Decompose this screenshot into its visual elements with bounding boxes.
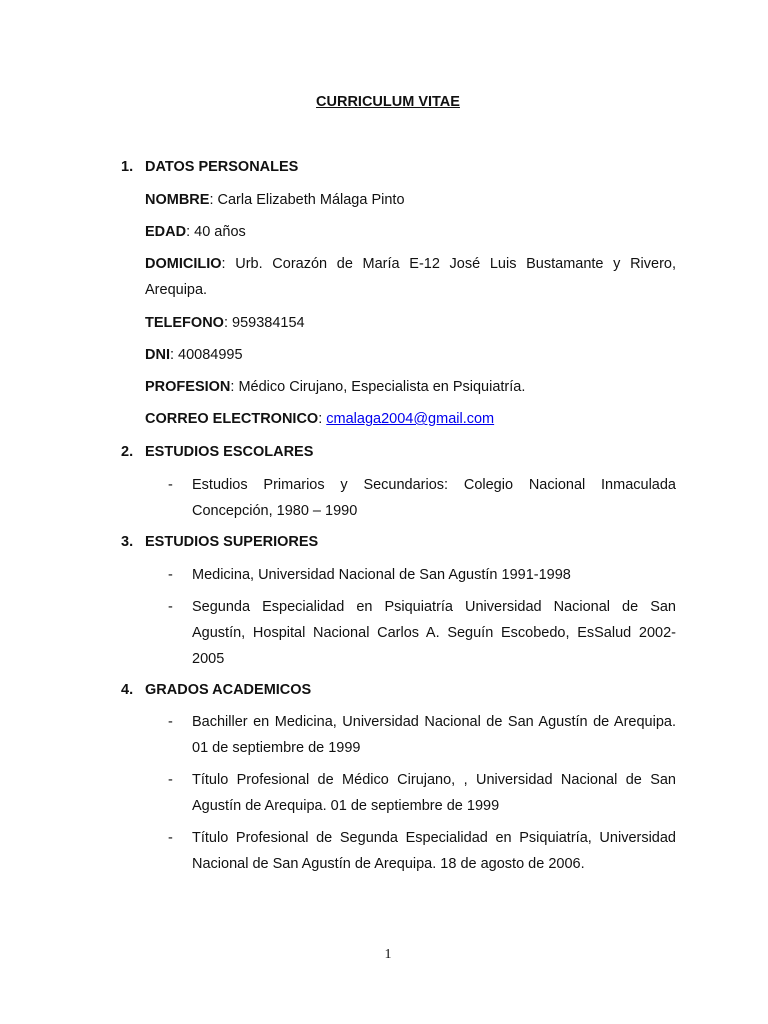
section-title: ESTUDIOS ESCOLARES	[145, 444, 314, 460]
list-item	[168, 767, 676, 819]
field-separator: :	[318, 411, 327, 427]
bullet-dash: -	[168, 477, 173, 493]
field-separator: :	[169, 347, 175, 363]
list-item-text: Estudios Primarios y Secundarios: Colegio Nacional Inmaculada Concepción, 1980 – 1990	[192, 477, 676, 519]
field-value: Carla Elizabeth Málaga Pinto	[213, 192, 405, 208]
section-heading-datos-personales	[121, 159, 298, 175]
section-title: GRADOS ACADEMICOS	[145, 682, 312, 698]
field-value: Urb. Corazón de María E-12 José Luis Bustamante y Rivero, Arequipa.	[145, 256, 676, 298]
bullet-dash: -	[168, 599, 173, 615]
section-title: ESTUDIOS SUPERIORES	[145, 534, 319, 550]
list-item-text: Título Profesional de Segunda Especialidad en Psiquiatría, Universidad Nacional de San Agustín de Arequipa. 18 de agosto de 2006.	[192, 830, 676, 872]
list-item-text: Segunda Especialidad en Psiquiatría Universidad Nacional de San Agustín, Hospital Nacional Carlos A. Seguín Escobedo, EsSalud 2002-2005	[192, 599, 676, 667]
email-link[interactable]: cmalaga2004@gmail.com	[326, 411, 495, 427]
field-separator: :	[209, 192, 214, 208]
section-heading-estudios-superiores	[121, 534, 318, 550]
field-separator: :	[186, 224, 191, 240]
field-label: EDAD	[145, 224, 187, 240]
bullet-dash: -	[168, 830, 173, 846]
bullet-dash: -	[168, 714, 173, 730]
field-value: 959384154	[227, 315, 305, 331]
list-item	[168, 825, 676, 877]
list-item	[168, 472, 676, 524]
field-value: 40084995	[174, 347, 243, 363]
field-label: DNI	[145, 347, 170, 363]
field-label: NOMBRE	[145, 192, 210, 208]
field-separator: :	[221, 256, 226, 272]
field-value: 40 años	[190, 224, 246, 240]
field-separator: :	[223, 315, 228, 331]
field-label: CORREO ELECTRONICO	[145, 411, 319, 427]
page-number: 1	[384, 947, 392, 962]
field-nombre	[145, 187, 676, 213]
document-title: CURRICULUM VITAE	[316, 94, 460, 110]
list-item-text: Bachiller en Medicina, Universidad Nacional de San Agustín de Arequipa. 01 de septiembre de 1999	[192, 714, 676, 756]
field-label: DOMICILIO	[145, 256, 222, 272]
field-value: Médico Cirujano, Especialista en Psiquiatría.	[234, 379, 526, 395]
field-dni	[145, 342, 676, 368]
section-heading-grados-academicos	[121, 682, 311, 698]
list-item	[168, 594, 676, 672]
list-item	[168, 562, 676, 588]
section-number: 4.	[121, 682, 134, 698]
section-number: 1.	[121, 159, 134, 175]
list-item-text: Medicina, Universidad Nacional de San Agustín 1991-1998	[192, 567, 571, 583]
field-label: PROFESION	[145, 379, 231, 395]
section-heading-estudios-escolares	[121, 444, 313, 460]
field-label: TELEFONO	[145, 315, 224, 331]
field-separator: :	[230, 379, 235, 395]
bullet-dash: -	[168, 772, 173, 788]
section-number: 3.	[121, 534, 134, 550]
list-item	[168, 709, 676, 761]
field-edad	[145, 219, 676, 245]
field-correo-electronico	[145, 406, 676, 432]
section-number: 2.	[121, 444, 134, 460]
field-domicilio	[145, 251, 676, 303]
field-profesion	[145, 374, 676, 400]
bullet-dash: -	[168, 567, 173, 583]
section-title: DATOS PERSONALES	[145, 159, 299, 175]
list-item-text: Título Profesional de Médico Cirujano, , Universidad Nacional de San Agustín de Arequipa. 01 de septiembre de 1999	[192, 772, 676, 814]
field-telefono	[145, 310, 676, 336]
